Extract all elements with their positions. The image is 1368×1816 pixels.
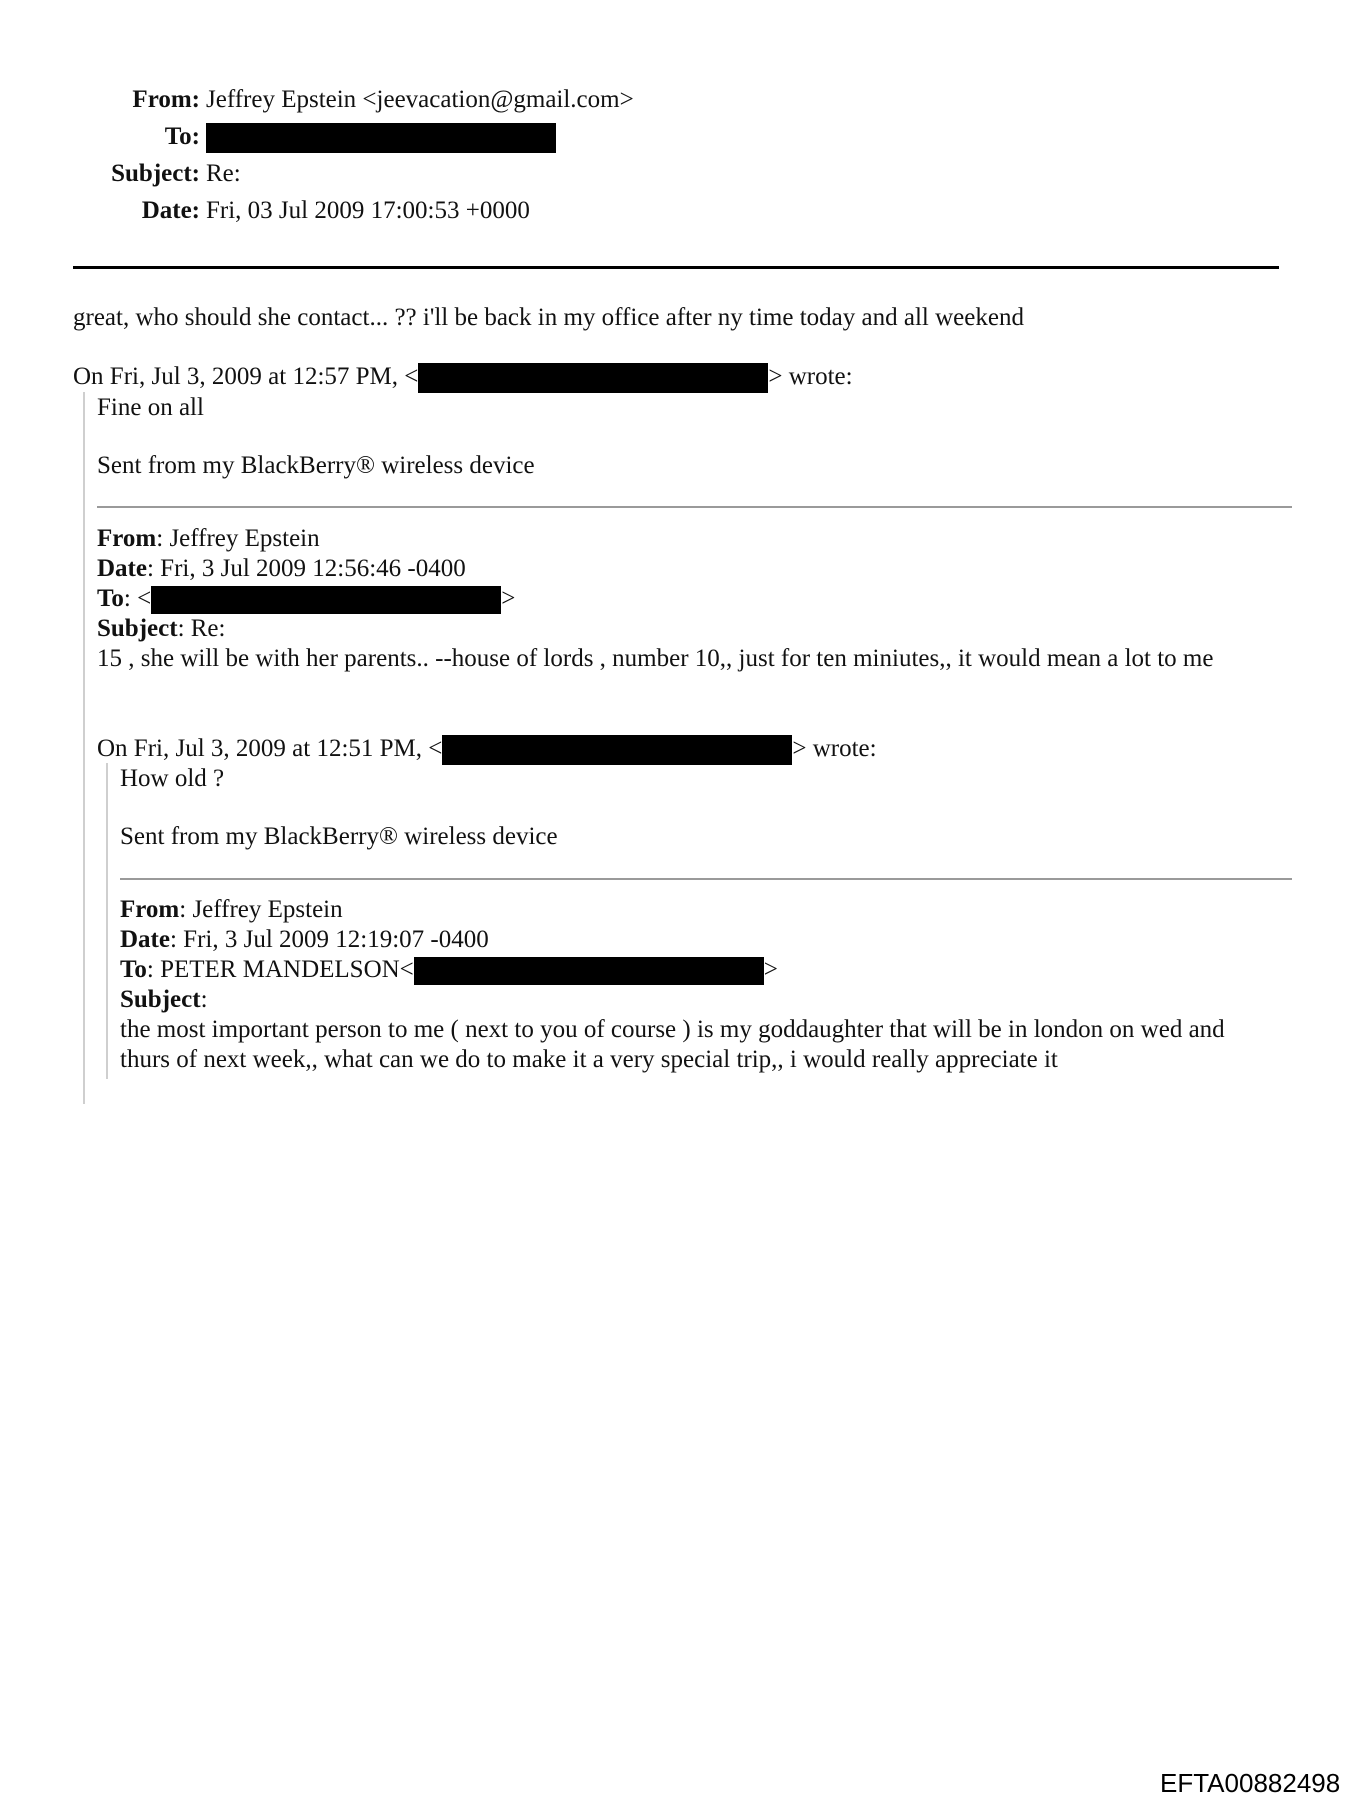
quote1-message: 15 , she will be with her parents.. --house of lords , number 10,, just for ten miniutes,, it would mean a lot to me bbox=[97, 645, 1214, 672]
header-from-row bbox=[0, 85, 1368, 121]
header-to-row bbox=[0, 122, 1368, 158]
quote2-subject-value: : bbox=[200, 986, 208, 1013]
redaction-box bbox=[151, 586, 501, 614]
header-subject-label: Subject: bbox=[111, 160, 200, 187]
redaction-box bbox=[442, 735, 792, 765]
quote2-line1: How old ? bbox=[120, 765, 225, 792]
bates-number: EFTA00882498 bbox=[1160, 1768, 1341, 1798]
quote2-date-label: Date bbox=[120, 926, 170, 953]
redaction-box bbox=[206, 123, 556, 153]
header-to-value bbox=[206, 122, 556, 153]
quote2-attribution-post: > wrote: bbox=[792, 735, 877, 762]
quote2-to-post: > bbox=[763, 956, 778, 983]
quote2-subject-label: Subject bbox=[120, 986, 201, 1013]
header-subject-row bbox=[0, 159, 1368, 195]
quote2-from-value: : Jeffrey Epstein bbox=[179, 896, 343, 923]
email-body-text: great, who should she contact... ?? i'll be back in my office after ny time today and all weekend bbox=[73, 304, 1024, 331]
quote1-subject-label: Subject bbox=[97, 615, 178, 642]
quote2-date bbox=[120, 925, 489, 955]
redaction-box bbox=[418, 363, 768, 393]
header-date-row bbox=[0, 196, 1368, 232]
quote1-subject bbox=[97, 614, 225, 644]
quote1-divider bbox=[97, 506, 1292, 508]
quote2-subject bbox=[120, 985, 208, 1015]
quote2-signature: Sent from my BlackBerry® wireless device bbox=[120, 823, 558, 850]
header-to-label: To: bbox=[164, 123, 200, 150]
quote1-attribution-post: > wrote: bbox=[768, 363, 853, 390]
quote2-divider bbox=[120, 878, 1292, 880]
quote2-to-pre: : PETER MANDELSON< bbox=[146, 956, 414, 983]
redaction-box bbox=[414, 957, 764, 985]
quote1-from-label: From bbox=[97, 525, 157, 552]
quote1-to-pre: : < bbox=[123, 585, 152, 612]
quote2-to-label: To bbox=[120, 956, 147, 983]
quote-bar-level-2 bbox=[106, 763, 108, 1079]
quote2-attribution bbox=[97, 734, 877, 765]
header-date-label: Date: bbox=[141, 197, 200, 224]
quote2-date-value: : Fri, 3 Jul 2009 12:19:07 -0400 bbox=[169, 926, 489, 953]
header-divider bbox=[73, 266, 1279, 269]
quote1-date bbox=[97, 554, 466, 584]
quote1-date-label: Date bbox=[97, 555, 147, 582]
quote1-signature: Sent from my BlackBerry® wireless device bbox=[97, 452, 535, 479]
quote1-from bbox=[97, 524, 320, 554]
quote1-attribution-pre: On Fri, Jul 3, 2009 at 12:57 PM, < bbox=[73, 363, 419, 390]
quote-bar-level-1 bbox=[83, 392, 85, 1104]
header-from-value: Jeffrey Epstein <jeevacation@gmail.com> bbox=[206, 86, 634, 113]
header-from-label: From: bbox=[132, 86, 200, 113]
quote1-to bbox=[97, 584, 515, 614]
quote1-line1: Fine on all bbox=[97, 394, 204, 421]
quote1-to-label: To bbox=[97, 585, 124, 612]
quote2-to bbox=[120, 955, 778, 985]
quote1-to-post: > bbox=[501, 585, 516, 612]
header-subject-value: Re: bbox=[206, 160, 241, 187]
header-date-value: Fri, 03 Jul 2009 17:00:53 +0000 bbox=[206, 197, 530, 224]
quote1-from-value: : Jeffrey Epstein bbox=[156, 525, 320, 552]
quote2-attribution-pre: On Fri, Jul 3, 2009 at 12:51 PM, < bbox=[97, 735, 443, 762]
quote2-from bbox=[120, 895, 343, 925]
quote1-date-value: : Fri, 3 Jul 2009 12:56:46 -0400 bbox=[146, 555, 466, 582]
quote1-subject-value: : Re: bbox=[177, 615, 226, 642]
quote2-message: the most important person to me ( next to you of course ) is my goddaughter that will be in london on wed and thurs of next week,, what can we do to make it a very special trip,, i would really appreciate it bbox=[120, 1016, 1225, 1073]
quote2-from-label: From bbox=[120, 896, 180, 923]
quote1-attribution bbox=[73, 362, 853, 393]
